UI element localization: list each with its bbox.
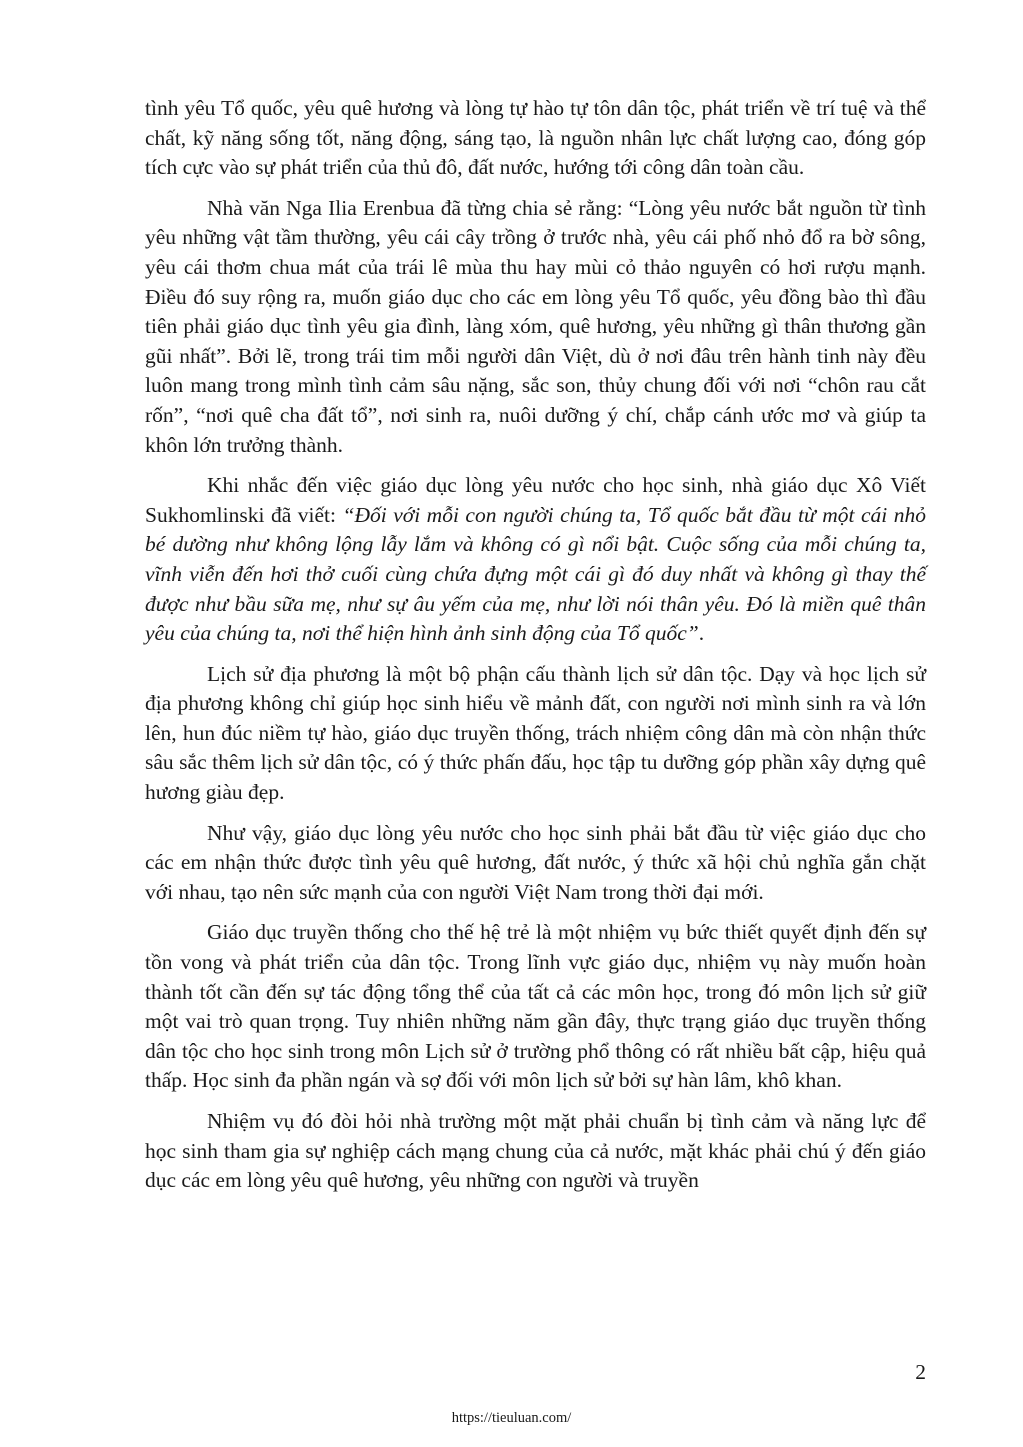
page-number: 2 (915, 1360, 926, 1384)
paragraph-3-lead: Khi nhắc đến việc giáo dục lòng yêu nước cho học sinh, nhà giáo dục Xô Viết Sukhomlinski đã viết: (145, 473, 926, 527)
footer-url[interactable]: https://tieuluan.com/ (451, 1410, 572, 1426)
paragraph-7: Nhiệm vụ đó đòi hỏi nhà trường một mặt phải chuẩn bị tình cảm và năng lực để học sinh tham gia sự nghiệp cách mạng chung của cả nước, mặt khác phải chú ý đến giáo dục các em lòng yêu quê hương, yêu những con người và truyền (145, 1109, 926, 1193)
paragraph-3 (145, 471, 926, 649)
paragraph-4: Lịch sử địa phương là một bộ phận cấu thành lịch sử dân tộc. Dạy và học lịch sử địa phương không chỉ giúp học sinh hiểu về mảnh đất, con người nơi mình sinh ra và lớn lên, hun đúc niềm tự hào, giáo dục truyền thống, trách nhiệm công dân mà còn nhận thức sâu sắc thêm lịch sử dân tộc, có ý thức phấn đấu, học tập tu dưỡng góp phần xây dựng quê hương giàu đẹp. (145, 661, 926, 805)
paragraph-3-tail: . (698, 621, 705, 646)
paragraph-1: tình yêu Tổ quốc, yêu quê hương và lòng tự hào tự tôn dân tộc, phát triển về trí tuệ và thể chất, kỹ năng sống tốt, năng động, sáng tạo, là nguồn nhân lực chất lượng cao, đóng góp tích cực vào sự phát triển của thủ đô, đất nước, hướng tới công dân toàn cầu. (145, 96, 926, 180)
paragraph-6: Giáo dục truyền thống cho thế hệ trẻ là một nhiệm vụ bức thiết quyết định đến sự tồn vong và phát triển của dân tộc. Trong lĩnh vực giáo dục, nhiệm vụ này muốn hoàn thành tốt cần đến sự tác động tổng thể của tất cả các môn học, trong đó môn lịch sử giữ một vai trò quan trọng. Tuy nhiên những năm gần đây, thực trạng giáo dục truyền thống dân tộc cho học sinh trong môn Lịch sử ở trường phổ thông có rất nhiều bất cập, hiệu quả thấp. Học sinh đa phần ngán và sợ đối với môn lịch sử bởi sự hàn lâm, khô khan. (145, 920, 926, 1093)
document-body (145, 94, 926, 1196)
paragraph-2: Nhà văn Nga Ilia Erenbua đã từng chia sẻ rằng: “Lòng yêu nước bắt nguồn từ tình yêu những vật tầm thường, yêu cái cây trồng ở trước nhà, yêu cái phố nhỏ đổ ra bờ sông, yêu cái thơm chua mát của trái lê mùa thu hay mùi cỏ thảo nguyên có hơi rượu mạnh. Điều đó suy rộng ra, muốn giáo dục cho các em lòng yêu Tổ quốc, yêu đồng bào thì đầu tiên phải giáo dục tình yêu gia đình, làng xóm, quê hương, yêu những gì thân thương gần gũi nhất”. Bởi lẽ, trong trái tim mỗi người dân Việt, dù ở nơi đâu trên hành tinh này đều luôn mang trong mình tình cảm sâu nặng, sắc son, thủy chung đối với nơi “chôn rau cắt rốn”, “nơi quê cha đất tổ”, nơi sinh ra, nuôi dưỡng ý chí, chắp cánh ước mơ và giúp ta khôn lớn trưởng thành. (145, 195, 926, 457)
sukhomlinski-quote: “Đối với mỗi con người chúng ta, Tổ quốc bắt đầu từ một cái nhỏ bé dường như không lộng lẫy lắm và không có gì nổi bật. Cuộc sống của mỗi chúng ta, vĩnh viễn đến hơi thở cuối cùng chứa đựng một cái gì đó duy nhất và không gì thay thế được như bầu sữa mẹ, như sự âu yếm của mẹ, như lời nói thân yêu. Đó là miền quê thân yêu của chúng ta, nơi thể hiện hình ảnh sinh động của Tổ quốc” (145, 502, 926, 646)
paragraph-5: Như vậy, giáo dục lòng yêu nước cho học sinh phải bắt đầu từ việc giáo dục cho các em nhận thức được tình yêu quê hương, đất nước, ý thức xã hội chủ nghĩa gắn chặt với nhau, tạo nên sức mạnh của con người Việt Nam trong thời đại mới. (145, 820, 926, 904)
